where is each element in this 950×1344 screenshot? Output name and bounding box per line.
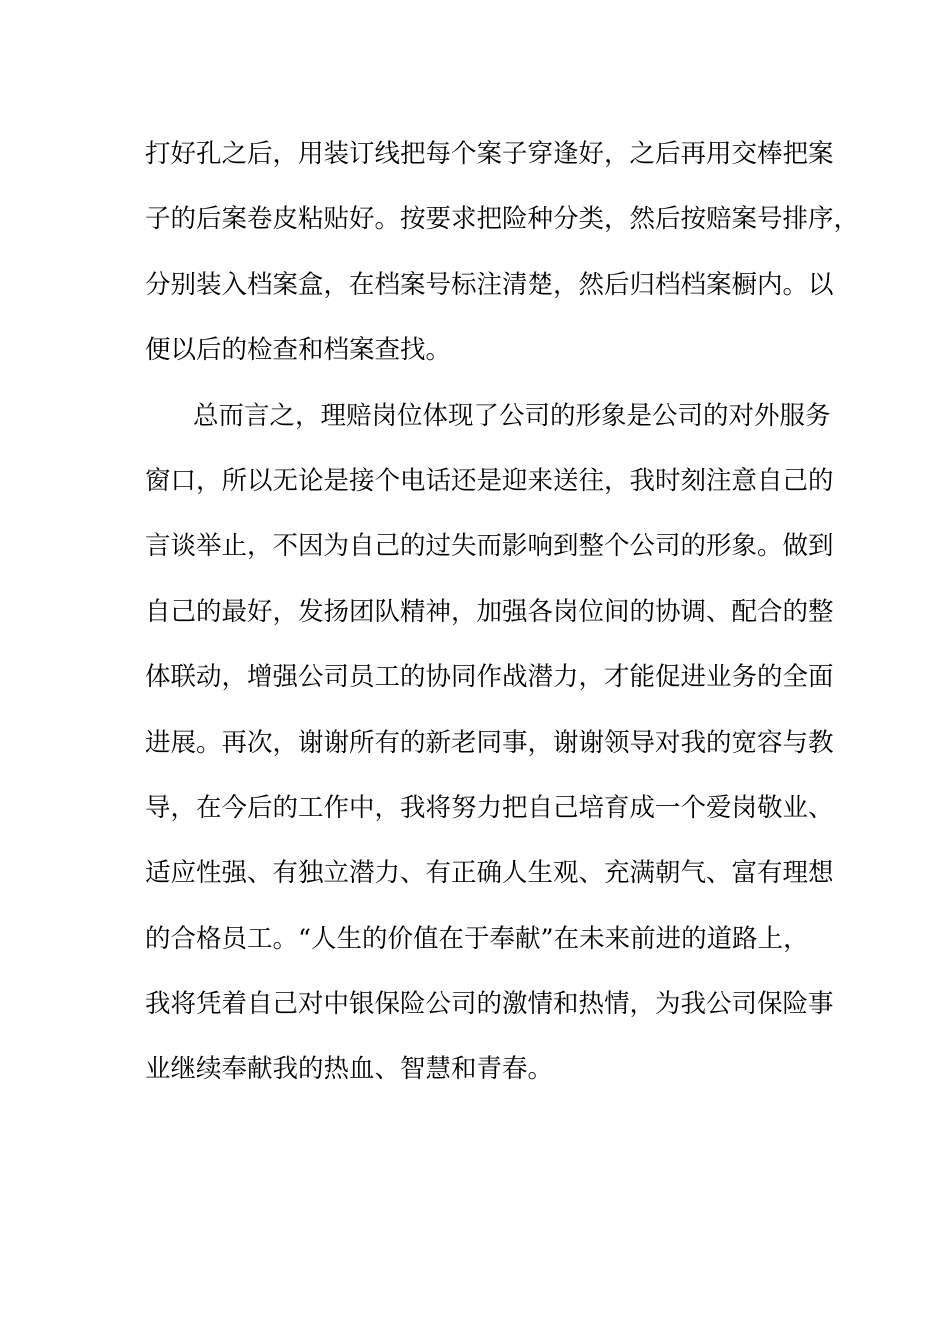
text-line: 业继续奉献我的热血、智慧和青春。 — [145, 1054, 554, 1085]
text-line: 我将凭着自己对中银保险公司的激情和热情，为我公司保险事 — [145, 989, 834, 1020]
text-line: 分别装入档案盒，在档案号标注清楚，然后归档档案橱内。以 — [145, 269, 834, 300]
text-line: 自己的最好，发扬团队精神，加强各岗位间的协调、配合的整 — [145, 596, 834, 627]
text-line: 子的后案卷皮粘贴好。按要求把险种分类，然后按赔案号排序， — [145, 204, 860, 235]
text-line: 便以后的检查和档案查找。 — [145, 335, 452, 366]
text-line: 言谈举止，不因为自己的过失而影响到整个公司的形象。做到 — [145, 531, 834, 562]
document-body — [145, 126, 860, 1107]
paragraph-2 — [145, 388, 834, 1107]
paragraph-1 — [145, 126, 860, 388]
text-line: 总而言之，理赔岗位体现了公司的形象是公司的对外服务 — [193, 400, 831, 431]
text-line: 打好孔之后，用装订线把每个案子穿逢好，之后再用交棒把案 — [145, 139, 834, 169]
text-line: 导，在今后的工作中，我将努力把自己培育成一个爱岗敬业、 — [145, 792, 834, 823]
text-line: 体联动，增强公司员工的协同作战潜力，才能促进业务的全面 — [145, 662, 834, 693]
text-line: 的合格员工。“人生的价值在于奉献”在未来前进的道路上， — [145, 923, 809, 954]
text-line: 窗口，所以无论是接个电话还是迎来送往，我时刻注意自己的 — [145, 465, 834, 496]
text-line: 适应性强、有独立潜力、有正确人生观、充满朝气、富有理想 — [145, 858, 834, 889]
text-line: 进展。再次，谢谢所有的新老同事，谢谢领导对我的宽容与教 — [145, 727, 834, 758]
